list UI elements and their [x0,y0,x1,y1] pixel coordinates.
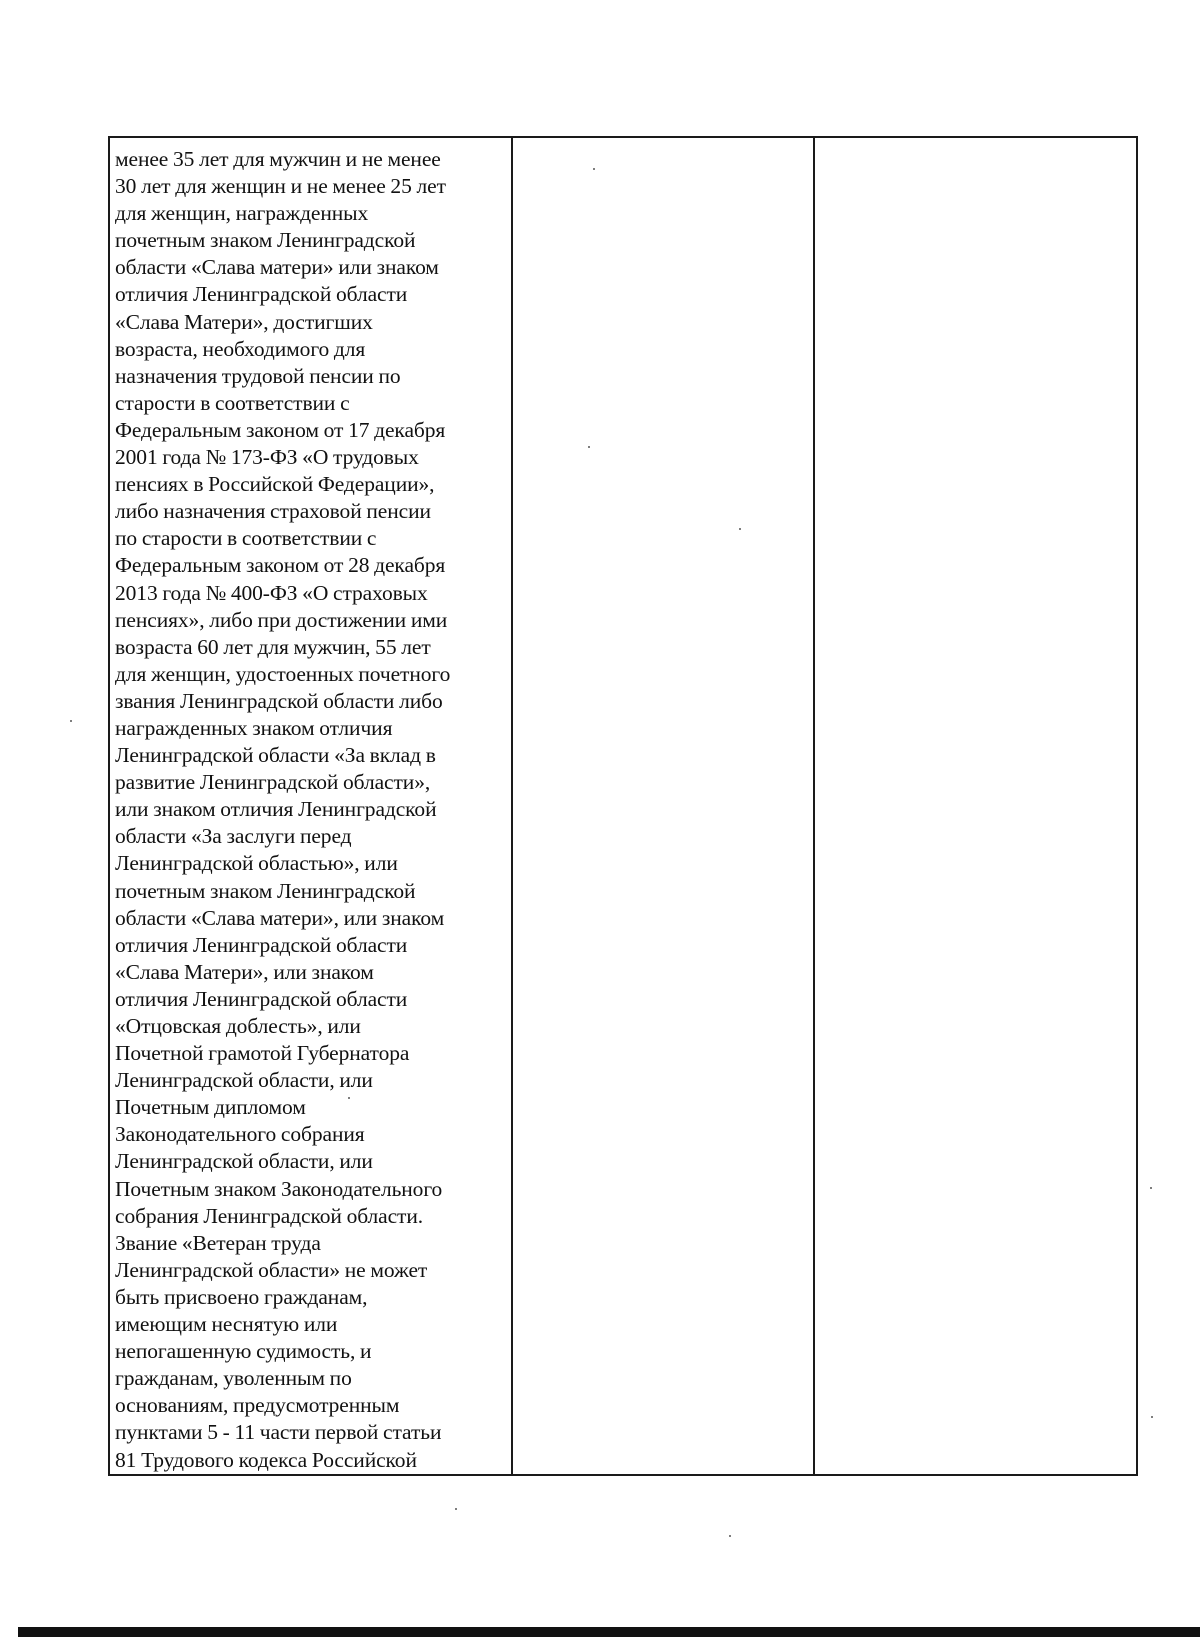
table-cell-empty-middle [512,137,814,1475]
cell-paragraph [513,138,813,146]
scan-speck [593,168,595,170]
table-cell-text [109,137,512,1475]
table-row [109,137,1137,1475]
scan-speck [70,720,72,722]
scan-speck [729,1535,731,1537]
scan-speck [588,446,590,448]
scan-speck [739,528,741,530]
scan-speck [1150,1187,1152,1189]
scan-speck [1151,1416,1153,1418]
scan-speck [455,1508,457,1510]
scan-bottom-edge [18,1627,1200,1637]
document-table [108,136,1138,1476]
cell-paragraph: менее 35 лет для мужчин и не менее 30 лет для женщин и не менее 25 лет для женщин, награжденных почетным знаком Ленинградской области «Слава матери» или знаком отличия Ленинградской области «Слава Матери», достигших возраста, необходимого для назначения трудовой пенсии по старости в соответствии с Федеральным законом от 17 декабря 2001 года № 173-ФЗ «О трудовых пенсиях в Российской Федерации», либо назначения страховой пенсии по старости в соответствии с Федеральным законом от 28 декабря 2013 года № 400-ФЗ «О страховых пенсиях», либо при достижении ими возраста 60 лет для мужчин, 55 лет для женщин, удостоенных почетного звания Ленинградской области либо награжденных знаком отличия Ленинградской области «За вклад в развитие Ленинградской области», или знаком отличия Ленинградской области «За заслуги перед Ленинградской областью», или почетным знаком Ленинградской области «Слава матери», или знаком отличия Ленинградской области «Слава Матери», или знаком отличия Ленинградской области «Отцовская доблесть», или Почетной грамотой Губернатора Ленинградской области, или Почетным дипломом Законодательного собрания Ленинградской области, или Почетным знаком Законодательного собрания Ленинградской области. Звание «Ветеран труда Ленинградской области» не может быть присвоено гражданам, имеющим неснятую или непогашенную судимость, и гражданам, уволенным по основаниям, предусмотренным пунктами 5 - 11 части первой статьи 81 Трудового кодекса Российской [115,147,451,1472]
table-cell-empty-right [814,137,1137,1475]
cell-paragraph [815,138,1136,146]
scan-speck [348,1097,350,1099]
